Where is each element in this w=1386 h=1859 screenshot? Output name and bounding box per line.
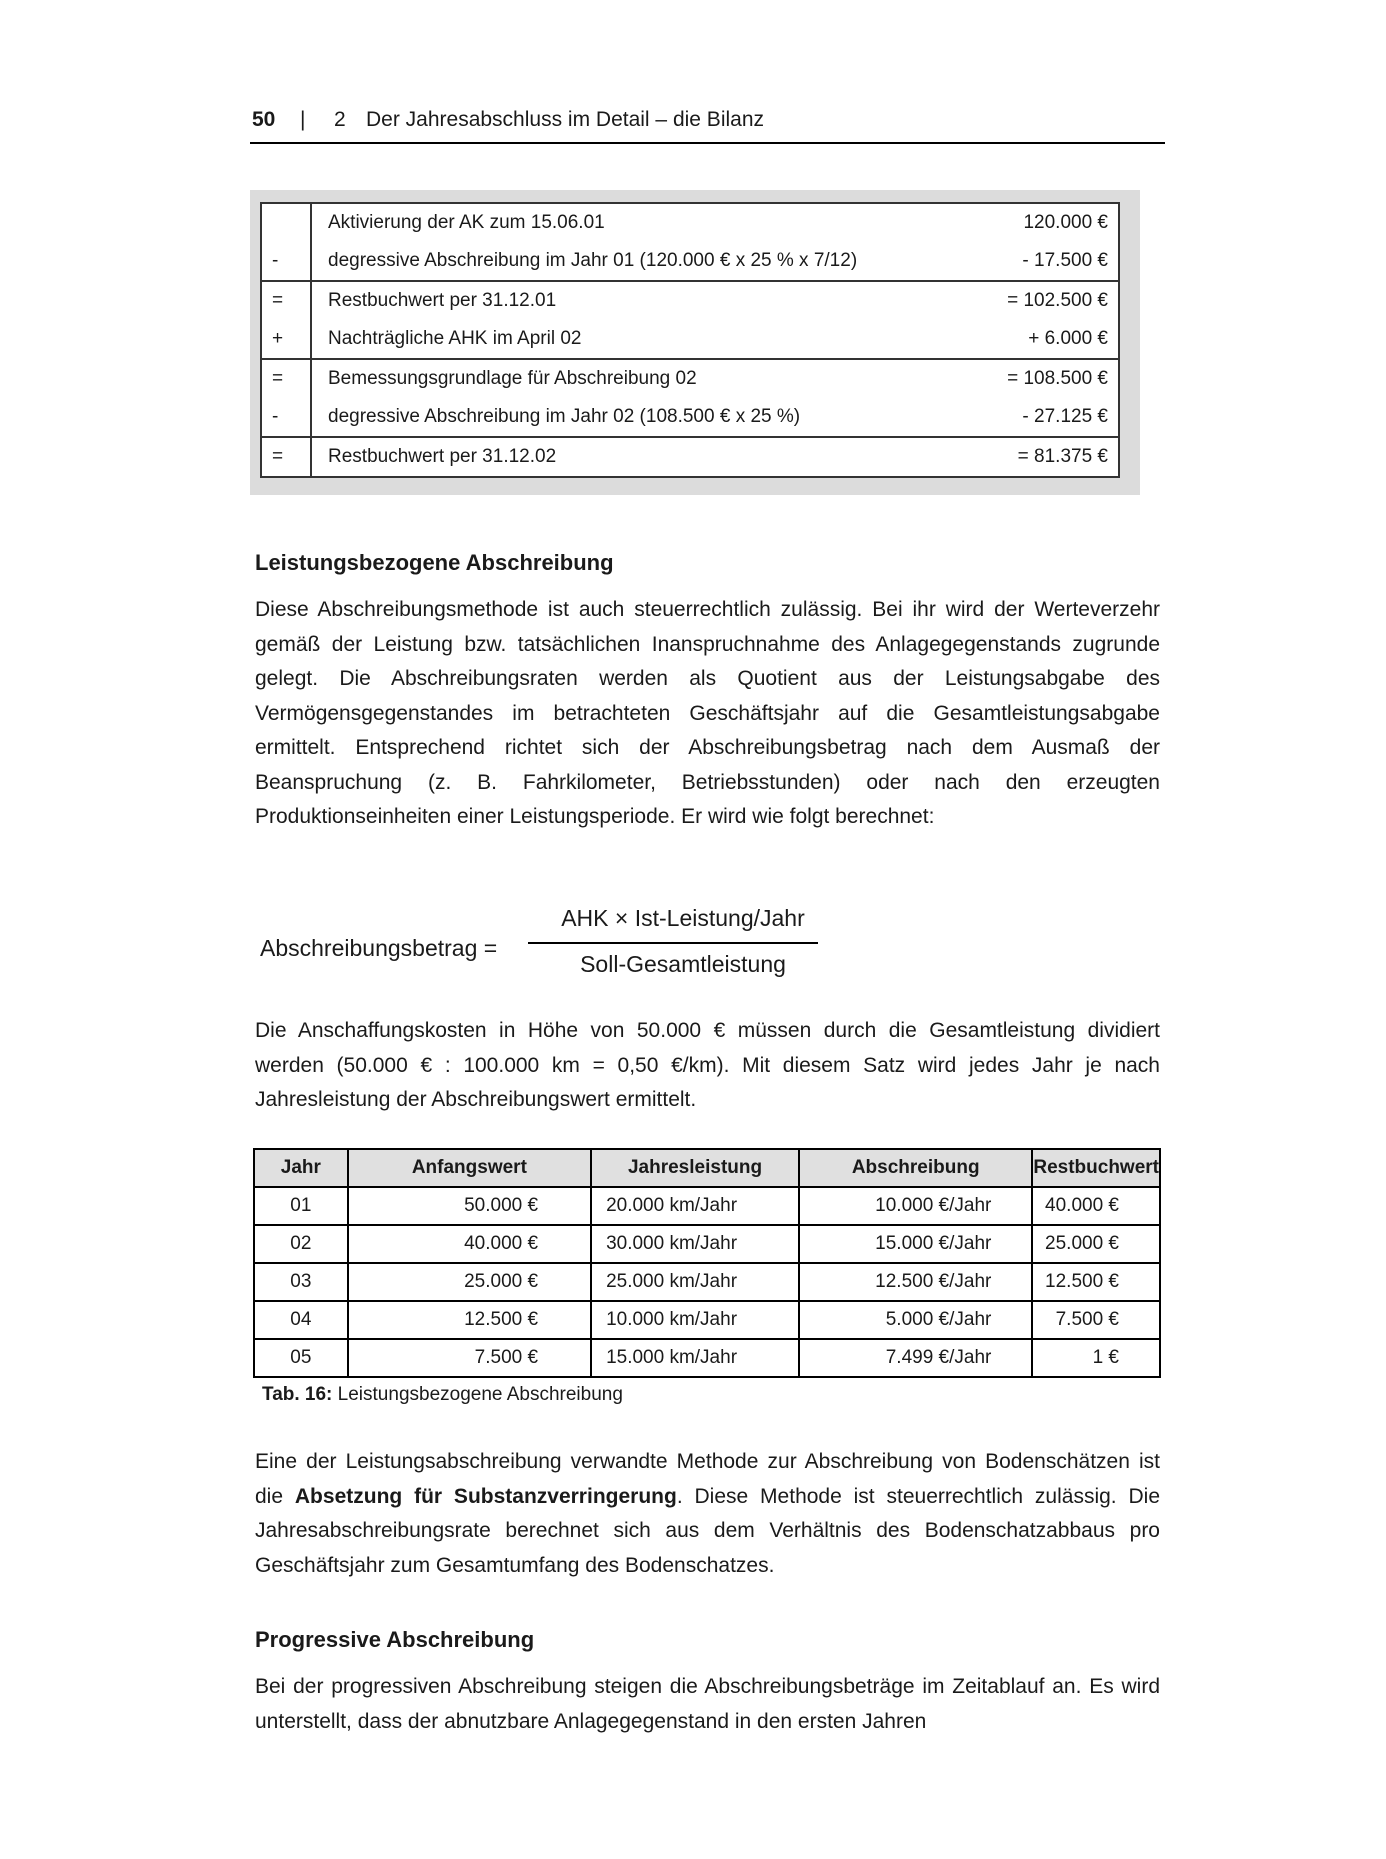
calc-row	[261, 242, 1119, 281]
table-cell: 12.500 €	[1032, 1263, 1160, 1301]
calc-value: = 108.500 €	[982, 359, 1119, 398]
formula	[260, 905, 860, 995]
calc-operator: =	[261, 437, 311, 477]
caption-label: Tab. 16:	[262, 1384, 333, 1405]
calc-row	[261, 437, 1119, 477]
section-heading-leistungsbezogen: Leistungsbezogene Abschreibung	[255, 550, 614, 575]
table-cell: 15.000 km/Jahr	[591, 1339, 799, 1377]
calc-label: Nachträgliche AHK im April 02	[328, 328, 582, 349]
calc-operator: =	[261, 281, 311, 320]
table-cell: 1 €	[1032, 1339, 1160, 1377]
calc-label: degressive Abschreibung im Jahr 01 (120.000 € x 25 % x 7/12)	[328, 250, 858, 271]
table-cell: 03	[254, 1263, 348, 1301]
table-cell: 12.500 €/Jahr	[799, 1263, 1032, 1301]
calc-label: degressive Abschreibung im Jahr 02 (108.500 € x 25 %)	[328, 406, 801, 427]
paragraph-substanzverringerung	[255, 1445, 1160, 1583]
table-cell: 02	[254, 1225, 348, 1263]
table-cell: 50.000 €	[348, 1187, 591, 1225]
column-header: Anfangswert	[348, 1149, 591, 1187]
calc-row	[261, 359, 1119, 398]
section-heading-progressiv: Progressive Abschreibung	[255, 1627, 535, 1652]
table-cell: 25.000 €	[348, 1263, 591, 1301]
calc-operator: +	[261, 320, 311, 359]
calc-operator: -	[261, 398, 311, 437]
calculation-box	[250, 190, 1140, 495]
formula-numerator: AHK × Ist-Leistung/Jahr	[561, 905, 805, 931]
table-cell: 15.000 €/Jahr	[799, 1225, 1032, 1263]
chapter-title: Der Jahresabschluss im Detail – die Bilanz	[366, 108, 765, 131]
calc-row	[261, 203, 1119, 242]
chapter-number: 2	[334, 108, 346, 131]
calc-label: Restbuchwert per 31.12.01	[311, 281, 982, 320]
table-cell: 04	[254, 1301, 348, 1339]
calc-value: = 81.375 €	[982, 437, 1119, 477]
table-cell: 7.500 €	[348, 1339, 591, 1377]
calc-operator	[261, 203, 311, 242]
table-row	[254, 1301, 1160, 1339]
table-cell: 25.000 €	[1032, 1225, 1160, 1263]
calc-value: + 6.000 €	[1028, 328, 1108, 349]
fraction-bar	[528, 942, 818, 944]
formula-denominator: Soll-Gesamtleistung	[580, 951, 786, 977]
table-cell: 40.000 €	[1032, 1187, 1160, 1225]
paragraph-leistungsbezogen: Diese Abschreibungsmethode ist auch steuerrechtlich zulässig. Bei ihr wird der Werteverzehr gemäß der Leistung bzw. tatsächlichen Inanspruchnahme des Anlagegegenstands zugrunde gelegt. Die Abschreibungsraten werden als Quotient aus der Leistungsabgabe des Vermögensgegenstandes im betrachteten Geschäftsjahr auf die Gesamtleistungsabgabe ermittelt. Entsprechend richtet sich der Abschreibungsbetrag nach dem Ausmaß der Beanspruchung (z. B. Fahrkilometer, Betriebsstunden) oder nach den erzeugten Produktionseinheiten einer Leistungsperiode. Er wird wie folgt berechnet:	[255, 598, 1160, 828]
table-cell: 7.499 €/Jahr	[799, 1339, 1032, 1377]
page-number: 50	[252, 108, 276, 131]
column-header: Jahresleistung	[591, 1149, 799, 1187]
column-header: Abschreibung	[799, 1149, 1032, 1187]
caption-text: Leistungsbezogene Abschreibung	[337, 1384, 623, 1405]
calc-label: Restbuchwert per 31.12.02	[311, 437, 982, 477]
calc-row	[261, 398, 1119, 437]
calc-value: - 17.500 €	[1022, 250, 1108, 271]
table-row	[254, 1339, 1160, 1377]
header-separator: |	[300, 108, 306, 131]
table-cell: 05	[254, 1339, 348, 1377]
calc-value: - 27.125 €	[1022, 406, 1108, 427]
calc-row	[261, 281, 1119, 320]
calc-value: = 102.500 €	[982, 281, 1119, 320]
paragraph-progressiv: Bei der progressiven Abschreibung steigen die Abschreibungsbeträge im Zeitablauf an. Es wird unterstellt, dass der abnutzbare Anlagegegenstand in den ersten Jahren	[255, 1675, 1160, 1733]
table-cell: 40.000 €	[348, 1225, 591, 1263]
depreciation-table	[253, 1148, 1161, 1378]
paragraph-example: Die Anschaffungskosten in Höhe von 50.000 € müssen durch die Gesamtleistung dividiert werden (50.000 € : 100.000 km = 0,50 €/km). Mit diesem Satz wird jedes Jahr je nach Jahresleistung der Abschreibungswert ermittelt.	[255, 1019, 1160, 1111]
table-cell: 10.000 km/Jahr	[591, 1301, 799, 1339]
para3-text-after: . Diese Methode ist steuerrechtlich zulässig. Die Jahresabschreibungsrate berechnet sich aus dem Verhältnis des Bodenschatzabbaus pro Geschäftsjahr zum Gesamtumfang des Bodenschatzes.	[255, 1484, 1161, 1577]
formula-lhs: Abschreibungsbetrag =	[260, 935, 498, 961]
table-caption	[262, 1384, 623, 1406]
table-cell: 12.500 €	[348, 1301, 591, 1339]
para3-bold-term: Absetzung für Substanzverringerung	[294, 1484, 677, 1508]
calc-row	[261, 320, 1119, 359]
table-cell: 20.000 km/Jahr	[591, 1187, 799, 1225]
table-cell: 5.000 €/Jahr	[799, 1301, 1032, 1339]
calc-operator: -	[261, 242, 311, 281]
page-header	[250, 106, 1165, 144]
table-cell: 10.000 €/Jahr	[799, 1187, 1032, 1225]
table-cell: 25.000 km/Jahr	[591, 1263, 799, 1301]
column-header: Restbuchwert	[1032, 1149, 1160, 1187]
calc-value: 120.000 €	[1023, 212, 1108, 233]
table-row	[254, 1225, 1160, 1263]
calculation-table	[260, 202, 1120, 478]
table-cell: 7.500 €	[1032, 1301, 1160, 1339]
table-row	[254, 1263, 1160, 1301]
column-header: Jahr	[254, 1149, 348, 1187]
calc-operator: =	[261, 359, 311, 398]
calc-label: Bemessungsgrundlage für Abschreibung 02	[311, 359, 982, 398]
table-cell: 01	[254, 1187, 348, 1225]
table-cell: 30.000 km/Jahr	[591, 1225, 799, 1263]
table-row	[254, 1187, 1160, 1225]
para3-text-before: Eine der Leistungsabschreibung verwandte Methode zur Abschreibung von Bodenschätzen ist die	[255, 1450, 1160, 1508]
calc-label: Aktivierung der AK zum 15.06.01	[328, 212, 605, 233]
